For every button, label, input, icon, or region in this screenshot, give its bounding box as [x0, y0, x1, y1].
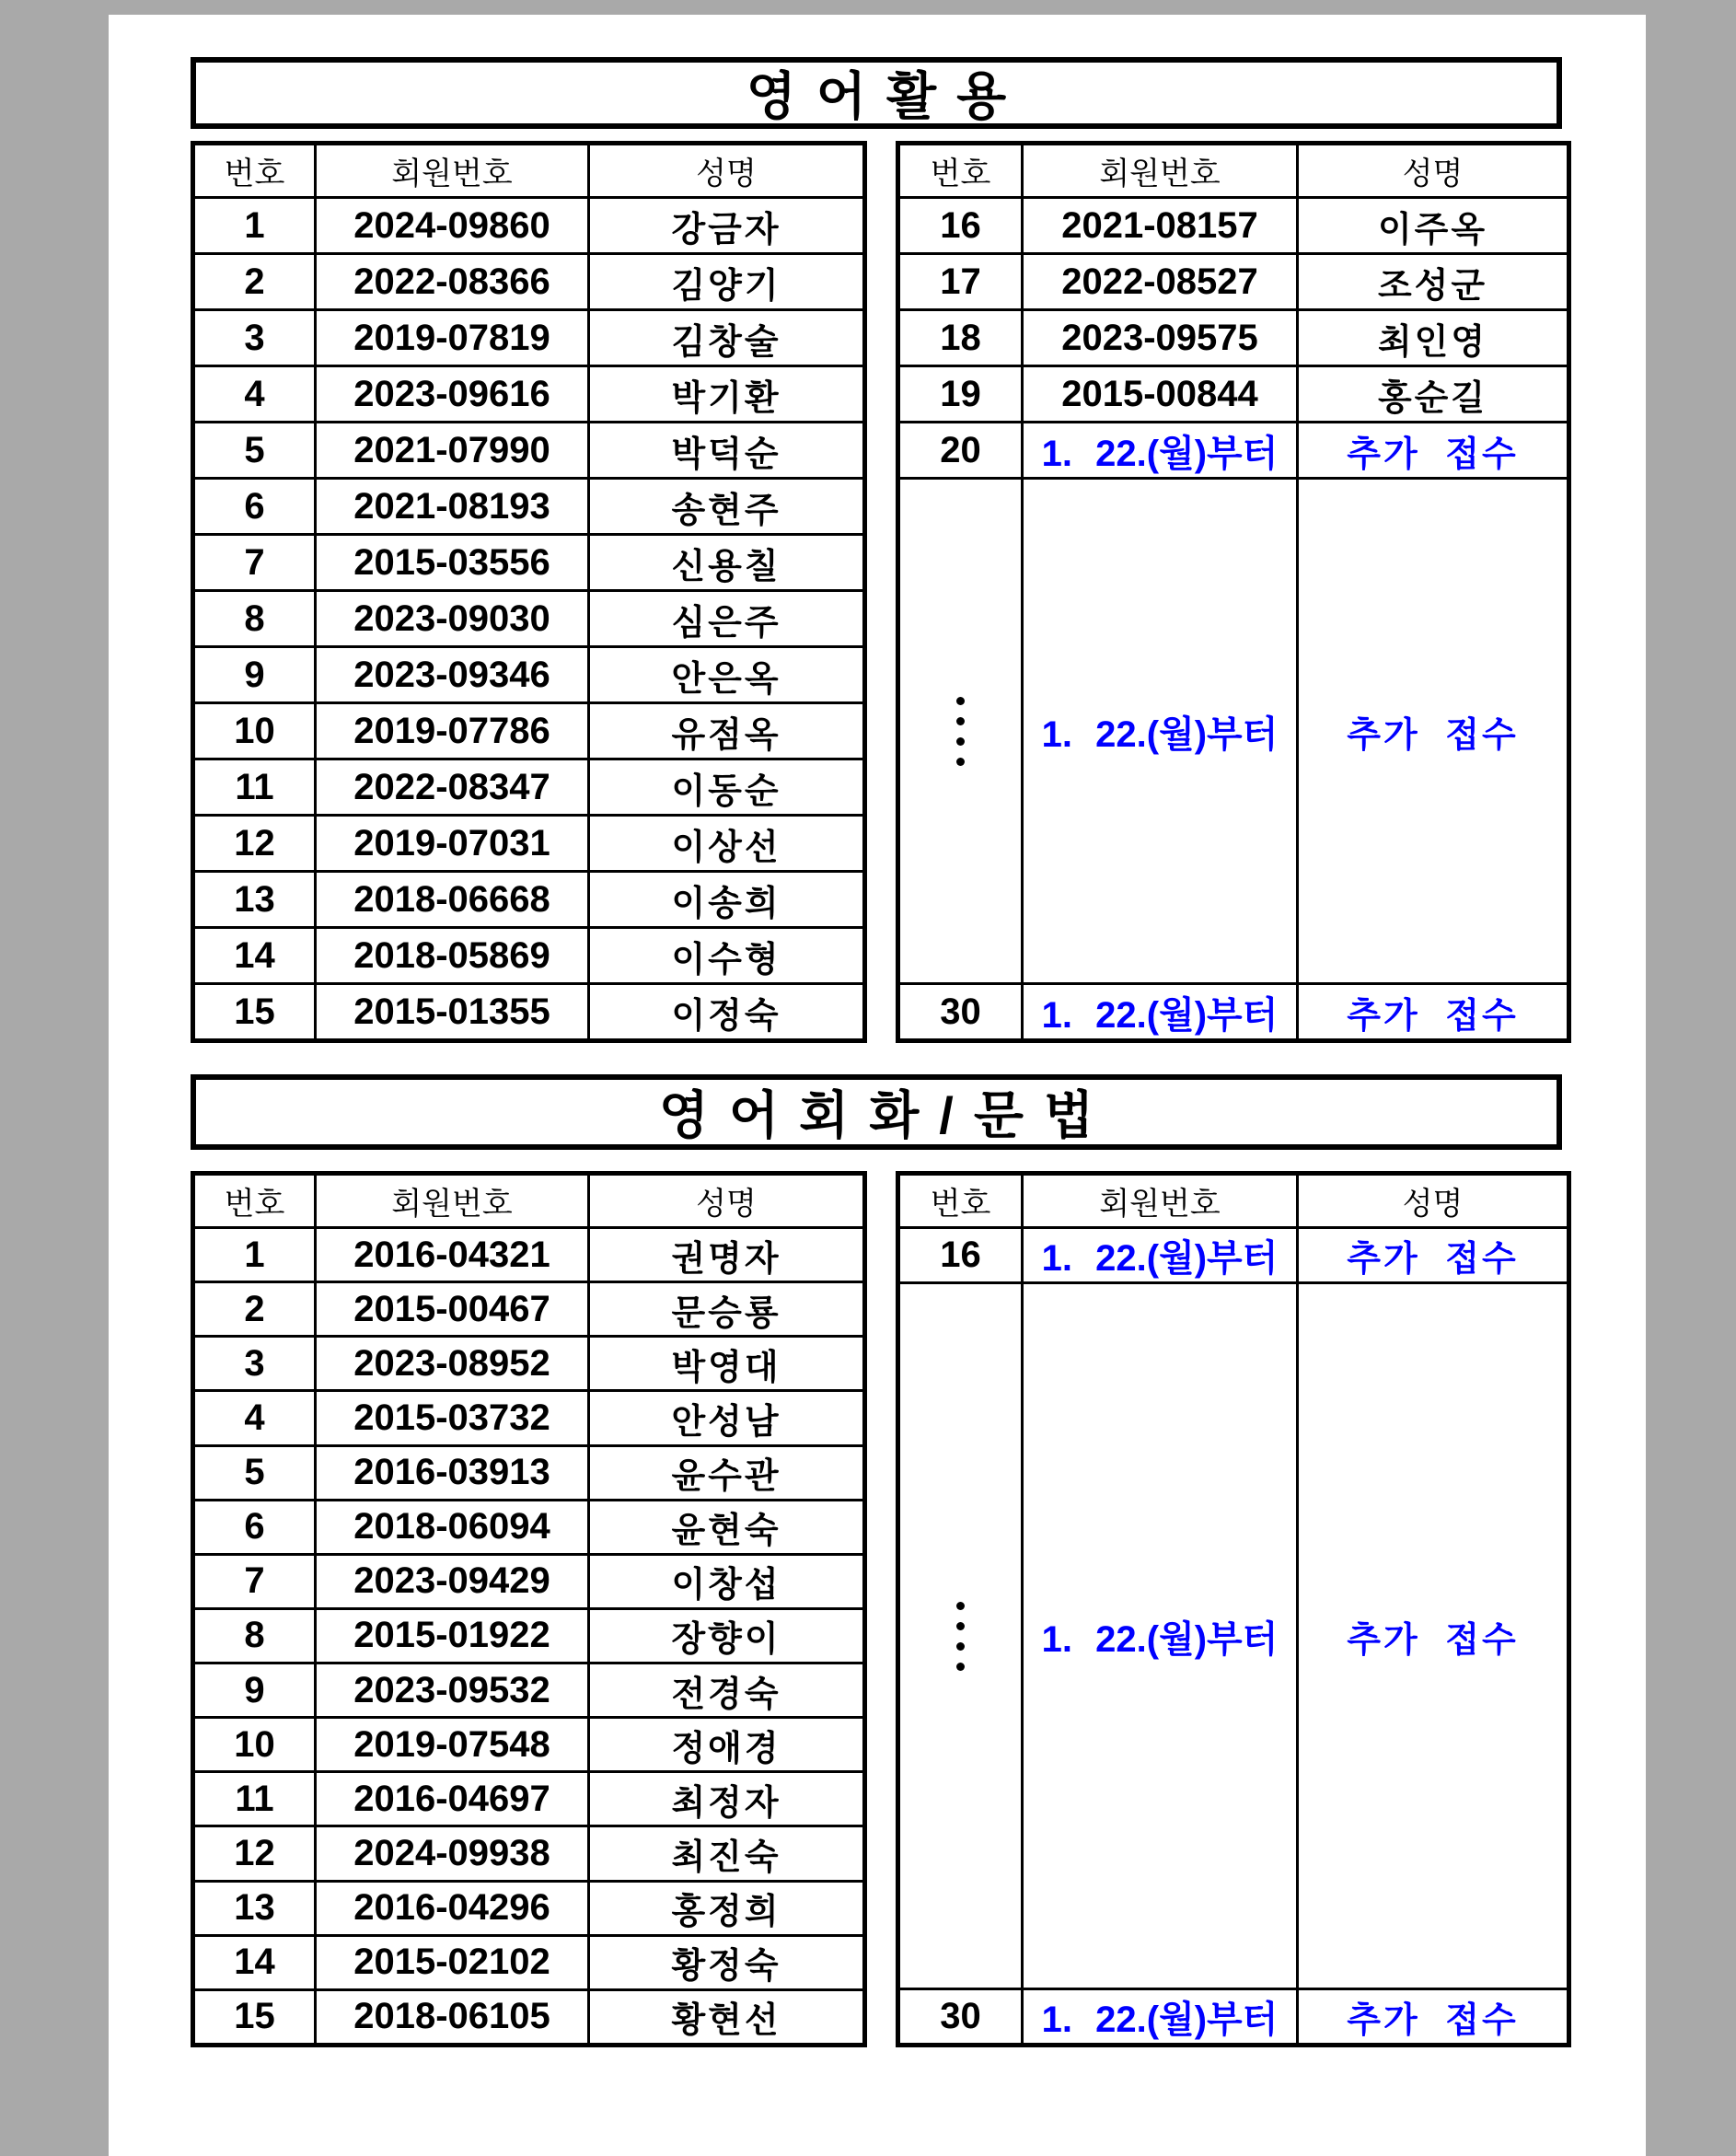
- row-number-cell: 30: [898, 984, 1023, 1041]
- row-number-cell: 2: [193, 1282, 316, 1337]
- member-number-cell: 1. 22.(월)부터: [1023, 423, 1298, 479]
- table-row: [193, 1772, 865, 1826]
- member-number-cell: 2023-09030: [316, 591, 589, 647]
- name-cell: 유점옥: [589, 703, 865, 759]
- table-header-cell: 번호: [193, 144, 316, 198]
- table-row: [193, 310, 865, 366]
- table-row: [193, 1337, 865, 1391]
- table-row: [193, 1881, 865, 1935]
- table-row: [193, 535, 865, 591]
- section-title: 영어회화/문법: [658, 1086, 1115, 1144]
- row-number-cell: 15: [193, 984, 316, 1041]
- row-number-cell: 5: [193, 423, 316, 479]
- table-row: [193, 872, 865, 928]
- ellipsis-dot: [956, 717, 965, 725]
- table-row: [193, 816, 865, 872]
- name-cell: 김창술: [589, 310, 865, 366]
- name-cell: 윤현숙: [589, 1500, 865, 1554]
- table-row: [193, 647, 865, 703]
- ellipsis-dot: [956, 697, 965, 705]
- name-cell: 문승룡: [589, 1282, 865, 1337]
- member-number-cell: 2023-09532: [316, 1663, 589, 1718]
- section-title: 영어활용: [746, 67, 1027, 125]
- table-row: [898, 310, 1569, 366]
- table-header-cell: 번호: [898, 1174, 1023, 1228]
- member-number-cell: 2018-06094: [316, 1500, 589, 1554]
- table-row: [193, 423, 865, 479]
- row-number-cell: 15: [193, 1989, 316, 2045]
- table-row: [193, 1228, 865, 1282]
- table-header-row: [193, 144, 865, 198]
- member-number-cell: 2019-07031: [316, 816, 589, 872]
- table-row: [193, 1608, 865, 1663]
- member-number-cell: 2015-03556: [316, 535, 589, 591]
- member-number-cell: 1. 22.(월)부터: [1023, 1228, 1298, 1283]
- table-row: [193, 1500, 865, 1554]
- row-number-cell: 8: [193, 1608, 316, 1663]
- table-header-row: [898, 144, 1569, 198]
- row-number-cell: 5: [193, 1445, 316, 1500]
- name-cell: 안은옥: [589, 647, 865, 703]
- table-row: [193, 1935, 865, 1989]
- roster-tables-row: [191, 141, 1562, 1043]
- name-cell: 송현주: [589, 479, 865, 535]
- name-cell: 이동순: [589, 759, 865, 816]
- member-number-cell: 2021-07990: [316, 423, 589, 479]
- vertical-ellipsis: [900, 1602, 1021, 1671]
- name-cell: 장향이: [589, 1608, 865, 1663]
- name-cell: [898, 1283, 1023, 1989]
- name-cell: 이창섭: [589, 1554, 865, 1608]
- table-row: [193, 1554, 865, 1608]
- table-row: [193, 1282, 865, 1337]
- vertical-ellipsis: [900, 697, 1021, 766]
- row-number-cell: 3: [193, 1337, 316, 1391]
- table-row: [193, 1826, 865, 1881]
- name-cell: 박덕순: [589, 423, 865, 479]
- table-header-row: [898, 1174, 1569, 1228]
- row-number-cell: 4: [193, 366, 316, 423]
- row-number-cell: 2: [193, 254, 316, 310]
- member-number-cell: 2019-07786: [316, 703, 589, 759]
- row-number-cell: 6: [193, 479, 316, 535]
- roster-table: [896, 141, 1571, 1043]
- ellipsis-dot: [956, 758, 965, 766]
- row-number-cell: 16: [898, 1228, 1023, 1283]
- row-number-cell: 20: [898, 423, 1023, 479]
- row-number-cell: 11: [193, 759, 316, 816]
- name-cell: 1. 22.(월)부터: [1023, 479, 1298, 984]
- table-row: [193, 479, 865, 535]
- table-header-row: [193, 1174, 865, 1228]
- name-cell: 조성군: [1298, 254, 1569, 310]
- member-number-cell: 2023-09575: [1023, 310, 1298, 366]
- member-number-cell: 2015-02102: [316, 1935, 589, 1989]
- merged-continuation-row: [898, 479, 1569, 984]
- member-number-cell: 2023-09616: [316, 366, 589, 423]
- table-header-cell: 성명: [1298, 1174, 1569, 1228]
- member-number-cell: 2024-09938: [316, 1826, 589, 1881]
- row-number-cell: 8: [193, 591, 316, 647]
- name-cell: 추가 접수: [1298, 1228, 1569, 1283]
- table-header-cell: 회원번호: [1023, 144, 1298, 198]
- row-number-cell: 12: [193, 816, 316, 872]
- name-cell: 1. 22.(월)부터: [1023, 1283, 1298, 1989]
- ellipsis-dot: [956, 1602, 965, 1610]
- table-row: [193, 198, 865, 254]
- member-number-cell: 2022-08366: [316, 254, 589, 310]
- row-number-cell: 13: [193, 872, 316, 928]
- table-header-cell: 회원번호: [316, 1174, 589, 1228]
- row-number-cell: 18: [898, 310, 1023, 366]
- name-cell: 신용칠: [589, 535, 865, 591]
- row-number-cell: 1: [193, 198, 316, 254]
- name-cell: 김양기: [589, 254, 865, 310]
- roster-table: [191, 1171, 867, 2047]
- member-number-cell: 2016-04697: [316, 1772, 589, 1826]
- name-cell: 황현선: [589, 1989, 865, 2045]
- name-cell: 심은주: [589, 591, 865, 647]
- name-cell: 정애경: [589, 1718, 865, 1772]
- member-number-cell: 1. 22.(월)부터: [1023, 984, 1298, 1041]
- row-number-cell: 12: [193, 1826, 316, 1881]
- member-number-cell: 2019-07819: [316, 310, 589, 366]
- member-number-cell: 2021-08157: [1023, 198, 1298, 254]
- member-number-cell: 2018-06105: [316, 1989, 589, 2045]
- table-row: [193, 591, 865, 647]
- name-cell: 추가 접수: [1298, 423, 1569, 479]
- member-number-cell: 2015-03732: [316, 1391, 589, 1445]
- name-cell: 이송희: [589, 872, 865, 928]
- row-number-cell: 14: [193, 1935, 316, 1989]
- name-cell: 홍정희: [589, 1881, 865, 1935]
- member-number-cell: 2022-08347: [316, 759, 589, 816]
- name-cell: 전경숙: [589, 1663, 865, 1718]
- roster-table: [896, 1171, 1571, 2047]
- row-number-cell: 17: [898, 254, 1023, 310]
- table-row: [193, 1391, 865, 1445]
- member-number-cell: 2021-08193: [316, 479, 589, 535]
- row-number-cell: 4: [193, 1391, 316, 1445]
- name-cell: 안성남: [589, 1391, 865, 1445]
- member-number-cell: 2019-07548: [316, 1718, 589, 1772]
- table-row: [193, 928, 865, 984]
- member-number-cell: 2015-00467: [316, 1282, 589, 1337]
- table-header-cell: 성명: [589, 144, 865, 198]
- table-row: [898, 423, 1569, 479]
- member-number-cell: 2016-04296: [316, 1881, 589, 1935]
- name-cell: 박기환: [589, 366, 865, 423]
- table-row: [193, 703, 865, 759]
- table-row: [898, 366, 1569, 423]
- member-number-cell: 2016-03913: [316, 1445, 589, 1500]
- member-number-cell: 2016-04321: [316, 1228, 589, 1282]
- member-number-cell: 2023-09346: [316, 647, 589, 703]
- name-cell: 이수형: [589, 928, 865, 984]
- row-number-cell: 13: [193, 1881, 316, 1935]
- name-cell: 이주옥: [1298, 198, 1569, 254]
- row-number-cell: 9: [193, 1663, 316, 1718]
- ellipsis-dot: [956, 1622, 965, 1630]
- table-header-cell: 회원번호: [316, 144, 589, 198]
- member-number-cell: 2022-08527: [1023, 254, 1298, 310]
- name-cell: 추가 접수: [1298, 984, 1569, 1041]
- table-row: [898, 1989, 1569, 2046]
- member-number-cell: 2015-01355: [316, 984, 589, 1041]
- table-header-cell: 성명: [1298, 144, 1569, 198]
- member-number-cell: 2023-09429: [316, 1554, 589, 1608]
- member-number-cell: 2018-06668: [316, 872, 589, 928]
- table-header-cell: 번호: [898, 144, 1023, 198]
- row-number-cell: 19: [898, 366, 1023, 423]
- name-cell: 황정숙: [589, 1935, 865, 1989]
- section-title-box: [191, 57, 1562, 129]
- name-cell: 이상선: [589, 816, 865, 872]
- row-number-cell: 7: [193, 535, 316, 591]
- table-row: [193, 1663, 865, 1718]
- roster-tables-row: [191, 1171, 1562, 2047]
- row-number-cell: 1: [193, 1228, 316, 1282]
- row-number-cell: 7: [193, 1554, 316, 1608]
- table-row: [898, 254, 1569, 310]
- name-cell: 추가 접수: [1298, 479, 1569, 984]
- page-content: [191, 15, 1562, 2156]
- name-cell: 최진숙: [589, 1826, 865, 1881]
- table-row: [193, 366, 865, 423]
- member-number-cell: 2018-05869: [316, 928, 589, 984]
- row-number-cell: 3: [193, 310, 316, 366]
- table-row: [193, 254, 865, 310]
- row-number-cell: 10: [193, 703, 316, 759]
- table-row: [898, 1228, 1569, 1283]
- name-cell: 박영대: [589, 1337, 865, 1391]
- roster-table: [191, 141, 867, 1043]
- table-header-cell: 회원번호: [1023, 1174, 1298, 1228]
- name-cell: 이정숙: [589, 984, 865, 1041]
- member-number-cell: 2015-00844: [1023, 366, 1298, 423]
- row-number-cell: 14: [193, 928, 316, 984]
- row-number-cell: 11: [193, 1772, 316, 1826]
- merged-continuation-row: [898, 1283, 1569, 1989]
- table-row: [193, 759, 865, 816]
- table-row: [193, 1989, 865, 2045]
- table-row: [898, 984, 1569, 1041]
- member-number-cell: 2023-08952: [316, 1337, 589, 1391]
- row-number-cell: 16: [898, 198, 1023, 254]
- name-cell: 추가 접수: [1298, 1989, 1569, 2046]
- table-header-cell: 성명: [589, 1174, 865, 1228]
- ellipsis-dot: [956, 737, 965, 746]
- ellipsis-dot: [956, 1642, 965, 1651]
- name-cell: 추가 접수: [1298, 1283, 1569, 1989]
- name-cell: 최정자: [589, 1772, 865, 1826]
- table-row: [193, 1445, 865, 1500]
- member-number-cell: 2015-01922: [316, 1608, 589, 1663]
- name-cell: 강금자: [589, 198, 865, 254]
- table-row: [193, 984, 865, 1041]
- name-cell: 홍순길: [1298, 366, 1569, 423]
- member-number-cell: 2024-09860: [316, 198, 589, 254]
- table-row: [193, 1718, 865, 1772]
- table-header-cell: 번호: [193, 1174, 316, 1228]
- table-row: [898, 198, 1569, 254]
- row-number-cell: 10: [193, 1718, 316, 1772]
- section-title-box: [191, 1074, 1562, 1150]
- name-cell: [898, 479, 1023, 984]
- row-number-cell: 9: [193, 647, 316, 703]
- name-cell: 윤수관: [589, 1445, 865, 1500]
- document-page: [109, 15, 1646, 2156]
- row-number-cell: 6: [193, 1500, 316, 1554]
- ellipsis-dot: [956, 1663, 965, 1671]
- name-cell: 권명자: [589, 1228, 865, 1282]
- member-number-cell: 1. 22.(월)부터: [1023, 1989, 1298, 2046]
- row-number-cell: 30: [898, 1989, 1023, 2046]
- name-cell: 최인영: [1298, 310, 1569, 366]
